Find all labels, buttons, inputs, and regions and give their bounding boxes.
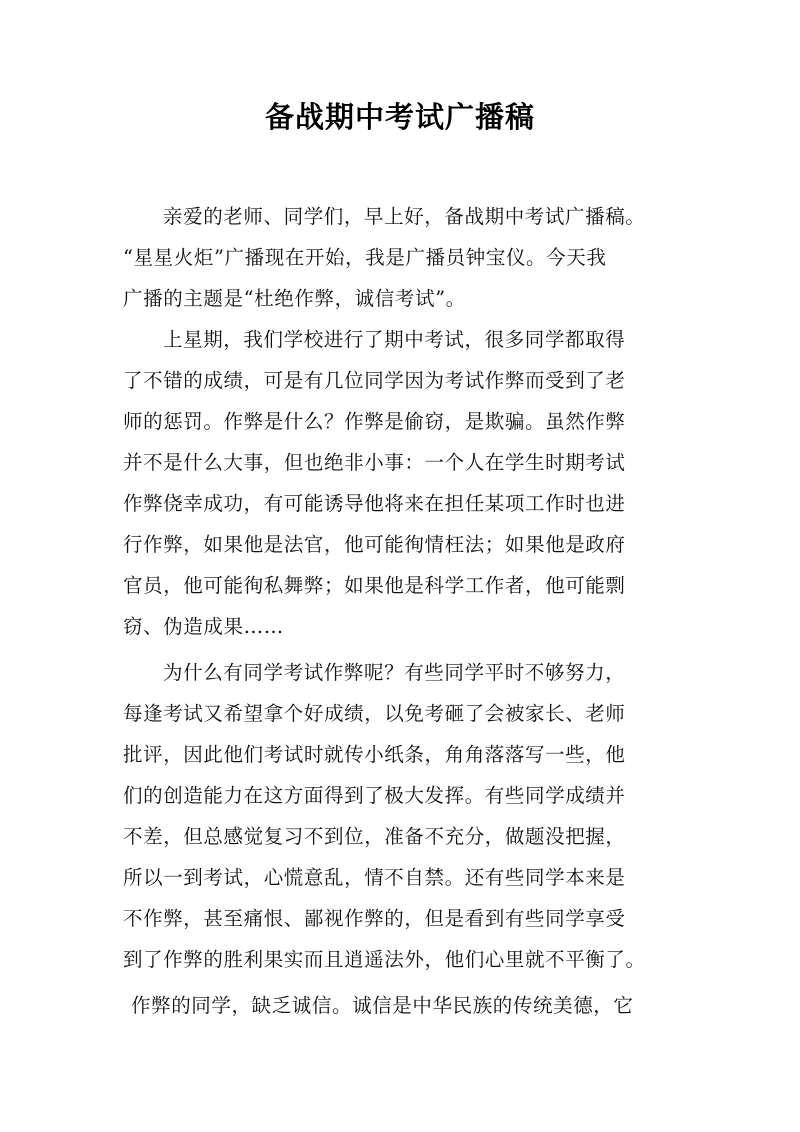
text-line: 师的惩罚。作弊是什么？作弊是偷窃，是欺骗。虽然作弊 (123, 410, 626, 433)
text-line: 不作弊，甚至痛恨、鄙视作弊的，但是看到有些同学享受 (123, 907, 626, 930)
text-line: “星星火炬”广播现在开始，我是广播员钟宝仪。今天我 (123, 246, 607, 269)
text-line: 窃、伪造成果…… (123, 615, 284, 638)
text-line: 为什么有同学考试作弊呢？有些同学平时不够努力， (163, 661, 626, 684)
text-line: 行作弊，如果他是法官，他可能徇情枉法；如果他是政府 (123, 533, 626, 556)
text-line: 并不是什么大事，但也绝非小事：一个人在学生时期考试 (123, 451, 626, 474)
text-line: 不差，但总感觉复习不到位，准备不充分，做题没把握， (123, 825, 626, 848)
text-line: 作弊侥幸成功，有可能诱导他将来在担任某项工作时也进 (123, 492, 626, 515)
document-title: 备战期中考试广播稿 (264, 100, 535, 134)
text-line: 官员，他可能徇私舞弊；如果他是科学工作者，他可能剽 (123, 574, 626, 597)
text-line: 亲爱的老师、同学们，早上好，备战期中考试广播稿。 (163, 205, 646, 228)
text-line: 了不错的成绩，可是有几位同学因为考试作弊而受到了老 (123, 369, 626, 392)
text-line: 所以一到考试，心慌意乱，情不自禁。还有些同学本来是 (123, 866, 626, 889)
text-line: 批评，因此他们考试时就传小纸条，角角落落写一些，他 (123, 743, 626, 766)
text-line: 上星期，我们学校进行了期中考试，很多同学都取得 (163, 328, 626, 351)
text-line: 到了作弊的胜利果实而且逍遥法外，他们心里就不平衡了。 (123, 948, 646, 971)
text-line: 们的创造能力在这方面得到了极大发挥。有些同学成绩并 (123, 784, 626, 807)
text-line: 作弊的同学，缺乏诚信。诚信是中华民族的传统美德，它 (131, 994, 634, 1017)
text-line: 每逢考试又希望拿个好成绩，以免考砸了会被家长、老师 (123, 702, 626, 725)
text-line: 广播的主题是“杜绝作弊，诚信考试”。 (123, 287, 466, 310)
